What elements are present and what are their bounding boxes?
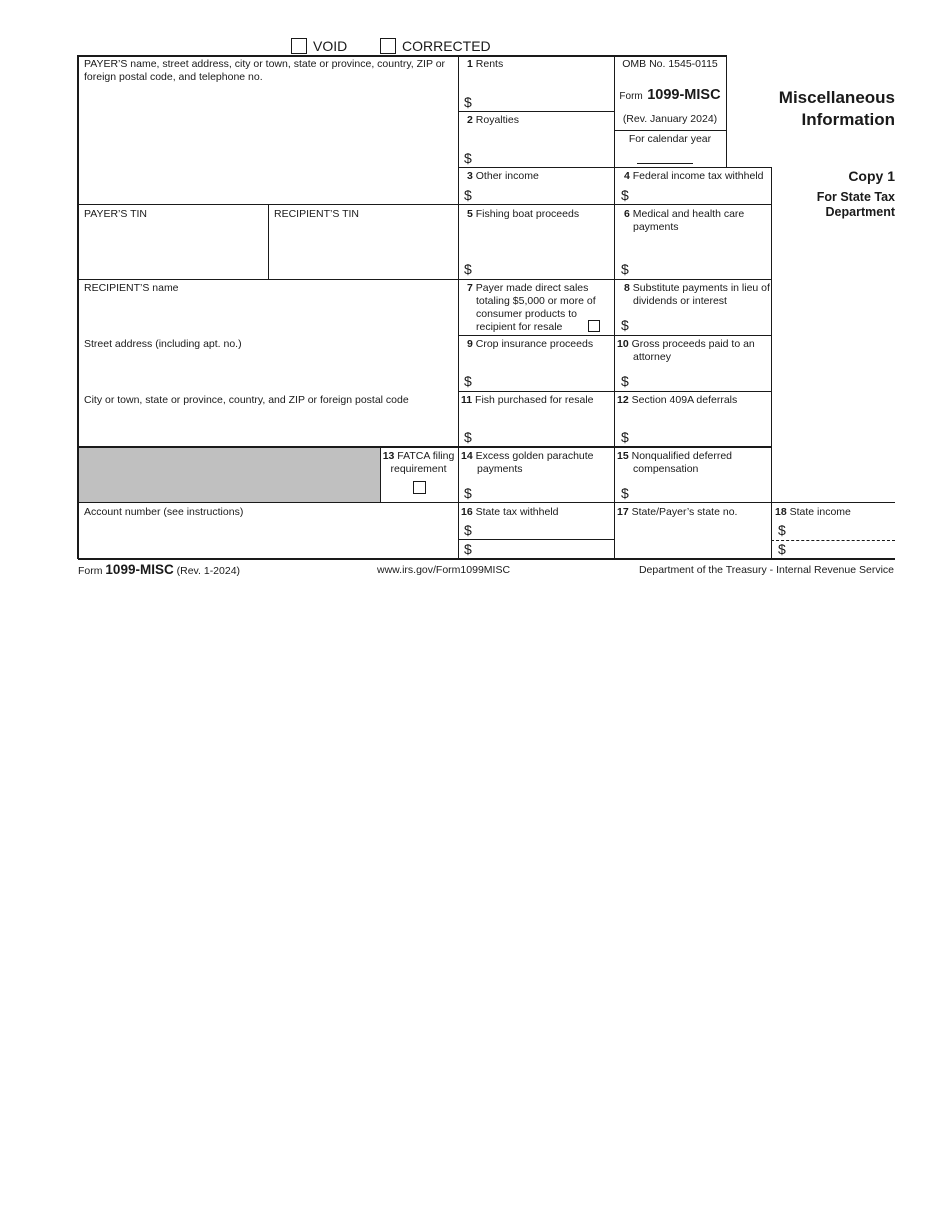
line-row-tin [78,204,772,205]
box12-label: 12 Section 409A deferrals [617,394,738,406]
calendar-year-blank[interactable] [637,163,693,164]
box15-field[interactable] [635,482,769,501]
col-line-1 [458,56,459,558]
box4-dollar: $ [621,187,629,203]
copy-title: Copy 1 [848,168,895,184]
payer-name-field[interactable] [80,90,456,202]
box5-field[interactable] [478,258,612,278]
footer-agency: Department of the Treasury - Internal Revenue Service [638,564,894,576]
box6-dollar: $ [621,261,629,277]
box8-field[interactable] [635,314,769,334]
box17-field-1[interactable] [616,520,769,538]
form-name: 1099-MISC [647,87,721,103]
box3-label: 3 Other income [467,170,539,182]
box11-dollar: $ [464,429,472,445]
box17-label: 17 State/Payer’s state no. [617,506,738,518]
box16-dollar-1: $ [464,522,472,538]
city-label: City or town, state or province, country, and ZIP or foreign postal code [84,394,409,406]
line-rev-year [614,130,726,131]
box18-field-2[interactable] [792,542,894,557]
box4-label: 4 Federal income tax withheld [624,170,764,182]
omb-number: OMB No. 1545-0115 [622,58,718,70]
box13-label: 13 FATCA filing requirement [382,450,455,475]
account-number-label: Account number (see instructions) [84,506,244,518]
box5-label: 5 Fishing boat proceeds [467,208,580,220]
box9-label: 9 Crop insurance proceeds [467,338,594,350]
box3-dollar: $ [464,187,472,203]
tin-divider [268,205,269,279]
box18-dollar-1: $ [778,522,786,538]
box16-label: 16 State tax withheld [461,506,559,518]
box9-dollar: $ [464,373,472,389]
recipient-name-label: RECIPIENT’S name [84,282,179,294]
box18-field-1[interactable] [792,520,894,538]
box17-field-2[interactable] [616,540,769,557]
box10-label: 10 Gross proceeds paid to an attorney [617,338,755,363]
line-row-13 [78,446,772,448]
line-row-9 [459,335,772,336]
shaded-area [79,447,380,502]
box11-label: 11 Fish purchased for resale [461,394,594,406]
form-left-border [77,55,79,559]
payer-name-label: PAYER’S name, street address, city or town, state or province, country, ZIP or foreign postal code, and telephone no. [84,58,446,83]
box2-field[interactable] [478,146,612,166]
form-id-header [614,86,726,104]
box2-label: 2 Royalties [467,114,519,126]
box9-field[interactable] [478,370,612,390]
footer-form-name: 1099-MISC [105,562,174,577]
box2-dollar: $ [464,150,472,166]
street-address-field[interactable] [80,352,456,392]
form-title-line1: Miscellaneous [778,88,895,107]
form-prefix: Form [619,91,643,102]
box14-label: 14 Excess golden parachute payments [461,450,594,475]
void-checkbox[interactable] [291,38,307,54]
line-box18-split [771,540,895,541]
recipient-tin-field[interactable] [270,222,456,277]
recipient-tin-label: RECIPIENT’S TIN [274,208,359,220]
footer-url: www.irs.gov/Form1099MISC [377,564,511,576]
box1-field[interactable] [478,90,612,110]
box1-label: 1 Rents [467,58,504,70]
box16-field-1[interactable] [478,520,612,538]
line-box1-2 [459,111,614,112]
box10-dollar: $ [621,373,629,389]
line-row-recipient [78,279,772,280]
omb-right-line [726,56,727,167]
box10-field[interactable] [635,370,769,390]
line-row-11 [459,391,772,392]
form-title-line2: Information [801,110,895,129]
box1-dollar: $ [464,94,472,110]
box15-dollar: $ [621,485,629,501]
line-box2-3 [459,167,772,168]
box12-dollar: $ [621,429,629,445]
form-revision: (Rev. January 2024) [622,113,718,125]
box14-field[interactable] [478,482,612,501]
box3-field[interactable] [478,184,612,203]
box14-dollar: $ [464,485,472,501]
copy-subtitle-2: Department [825,205,895,219]
void-label: VOID [313,38,348,54]
box6-label: 6 Medical and health care payments [624,208,745,233]
box7-checkbox[interactable] [588,320,600,332]
city-field[interactable] [80,408,456,444]
box8-dollar: $ [621,317,629,333]
footer-form-id [78,562,240,577]
box15-label: 15 Nonqualified deferred compensation [617,450,733,475]
box6-field[interactable] [635,258,769,278]
copy-subtitle-1: For State Tax [816,190,895,204]
box13-checkbox[interactable] [413,481,426,494]
payer-tin-label: PAYER’S TIN [84,208,148,220]
payer-tin-field[interactable] [80,222,266,277]
calendar-year-label: For calendar year [628,133,712,145]
box16-dollar-2: $ [464,541,472,557]
box8-label: 8 Substitute payments in lieu of dividends or interest [624,282,770,307]
line-row-16 [78,502,895,503]
street-address-label: Street address (including apt. no.) [84,338,242,350]
box4-field[interactable] [635,184,769,203]
box11-field[interactable] [478,426,612,445]
form-bottom-border [78,558,895,560]
footer-form-prefix: Form [78,565,103,577]
box12-field[interactable] [635,426,769,445]
box7-label: 7 Payer made direct sales totaling $5,000 or more of consumer products to recipient for resale [467,282,596,333]
box5-dollar: $ [464,261,472,277]
box18-dollar-2: $ [778,541,786,557]
box16-field-2[interactable] [478,540,612,557]
account-number-field[interactable] [80,520,456,556]
corrected-checkbox[interactable] [380,38,396,54]
box18-label: 18 State income [775,506,851,518]
form-top-border [78,55,727,57]
corrected-label: CORRECTED [402,38,491,54]
footer-revision: (Rev. 1-2024) [176,565,241,577]
recipient-name-field[interactable] [80,296,456,336]
